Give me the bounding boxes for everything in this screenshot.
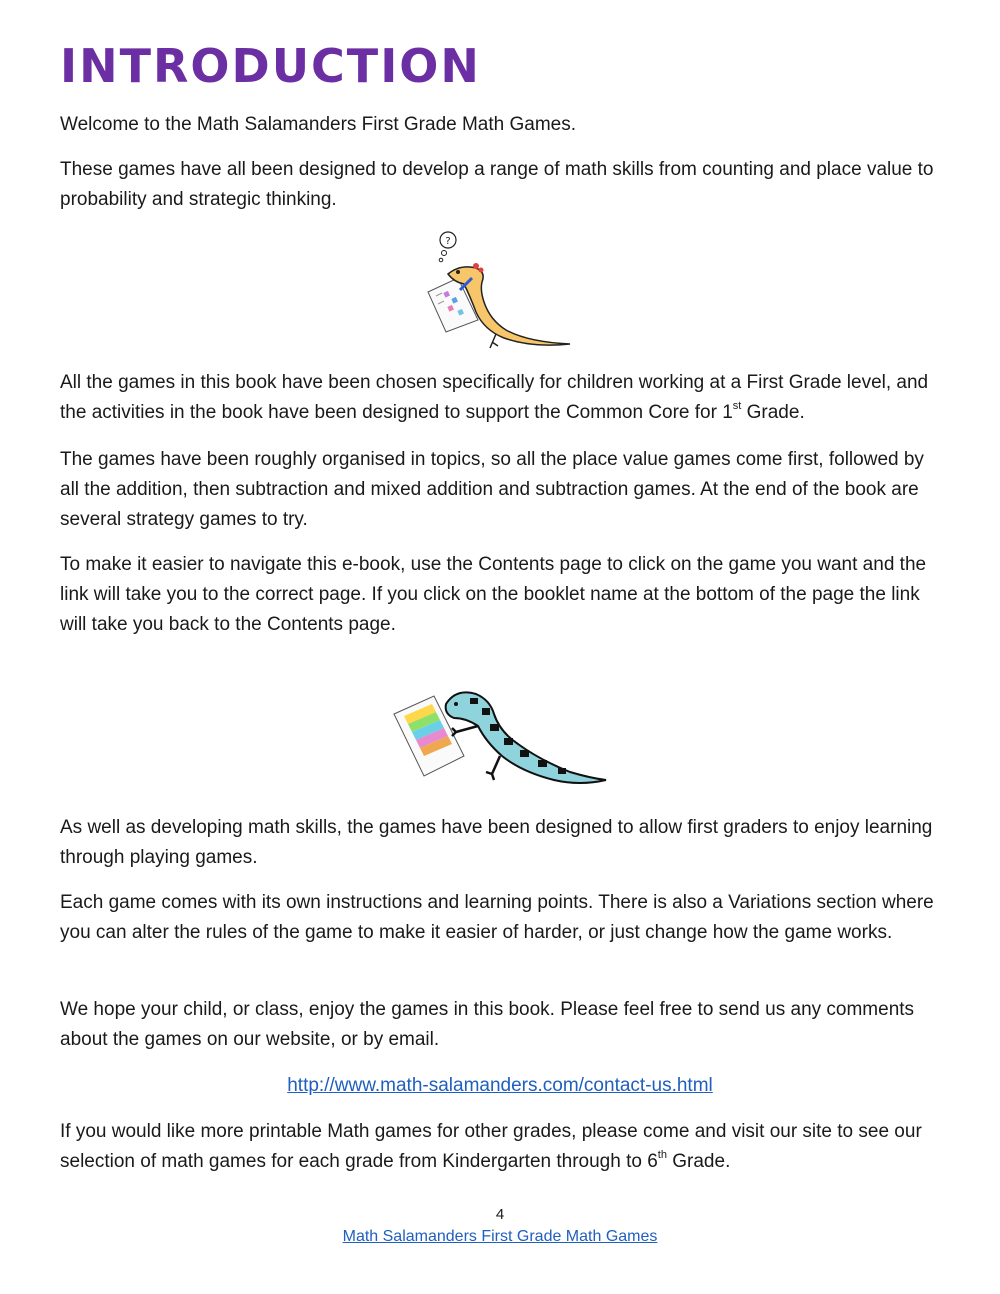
- paragraph-organised: The games have been roughly organised in topics, so all the place value games come first, followed by all the addition, then subtraction and mixed addition and subtraction games. At the end of the book are several strategy games to try.: [60, 449, 924, 530]
- paragraph-developing: As well as developing math skills, the games have been designed to allow first graders to enjoy learning through playing games.: [60, 817, 933, 868]
- thought-question-mark: ?: [445, 236, 451, 247]
- page-title: INTRODUCTION: [60, 39, 481, 93]
- page-number: 4: [495, 1206, 505, 1223]
- contact-link-line: [0, 1071, 1000, 1101]
- paragraph-navigate: To make it easier to navigate this e-book, use the Contents page to click on the game you want and the link will take you to the correct page. If you click on the booklet name at the bottom of the page the link will take you back to the Contents page.: [60, 554, 927, 635]
- footer-link-line: [0, 1226, 1000, 1248]
- paragraph-welcome: Welcome to the Math Salamanders First Grade Math Games.: [60, 114, 577, 135]
- blue-salamander-body: [446, 692, 606, 783]
- booklet-name-link[interactable]: Math Salamanders First Grade Math Games: [342, 1228, 658, 1245]
- contact-link[interactable]: http://www.math-salamanders.com/contact-us.html: [287, 1075, 713, 1096]
- paragraph-more-games: If you would like more printable Math games for other grades, please come and visit our site to see our selection of math games for each grade from Kindergarten through to 6th Grade.: [60, 1121, 922, 1172]
- blue-salamander-illustration: [390, 682, 610, 802]
- paragraph-each-game: Each game comes with its own instructions and learning points. There is also a Variations section where you can alter the rules of the game to make it easier of harder, or just change how the game works.: [60, 892, 934, 943]
- paragraph-designed: These games have all been designed to develop a range of math skills from counting and place value to probability and strategic thinking.: [60, 159, 934, 210]
- thinking-salamander-illustration: [420, 230, 580, 354]
- paragraph-hope: We hope your child, or class, enjoy the games in this book. Please feel free to send us any comments about the games on our website, or by email.: [60, 999, 915, 1050]
- paragraph-chosen: All the games in this book have been chosen specifically for children working at a First Grade level, and the activities in the book have been designed to support the Common Core for 1st Grade.: [60, 372, 929, 423]
